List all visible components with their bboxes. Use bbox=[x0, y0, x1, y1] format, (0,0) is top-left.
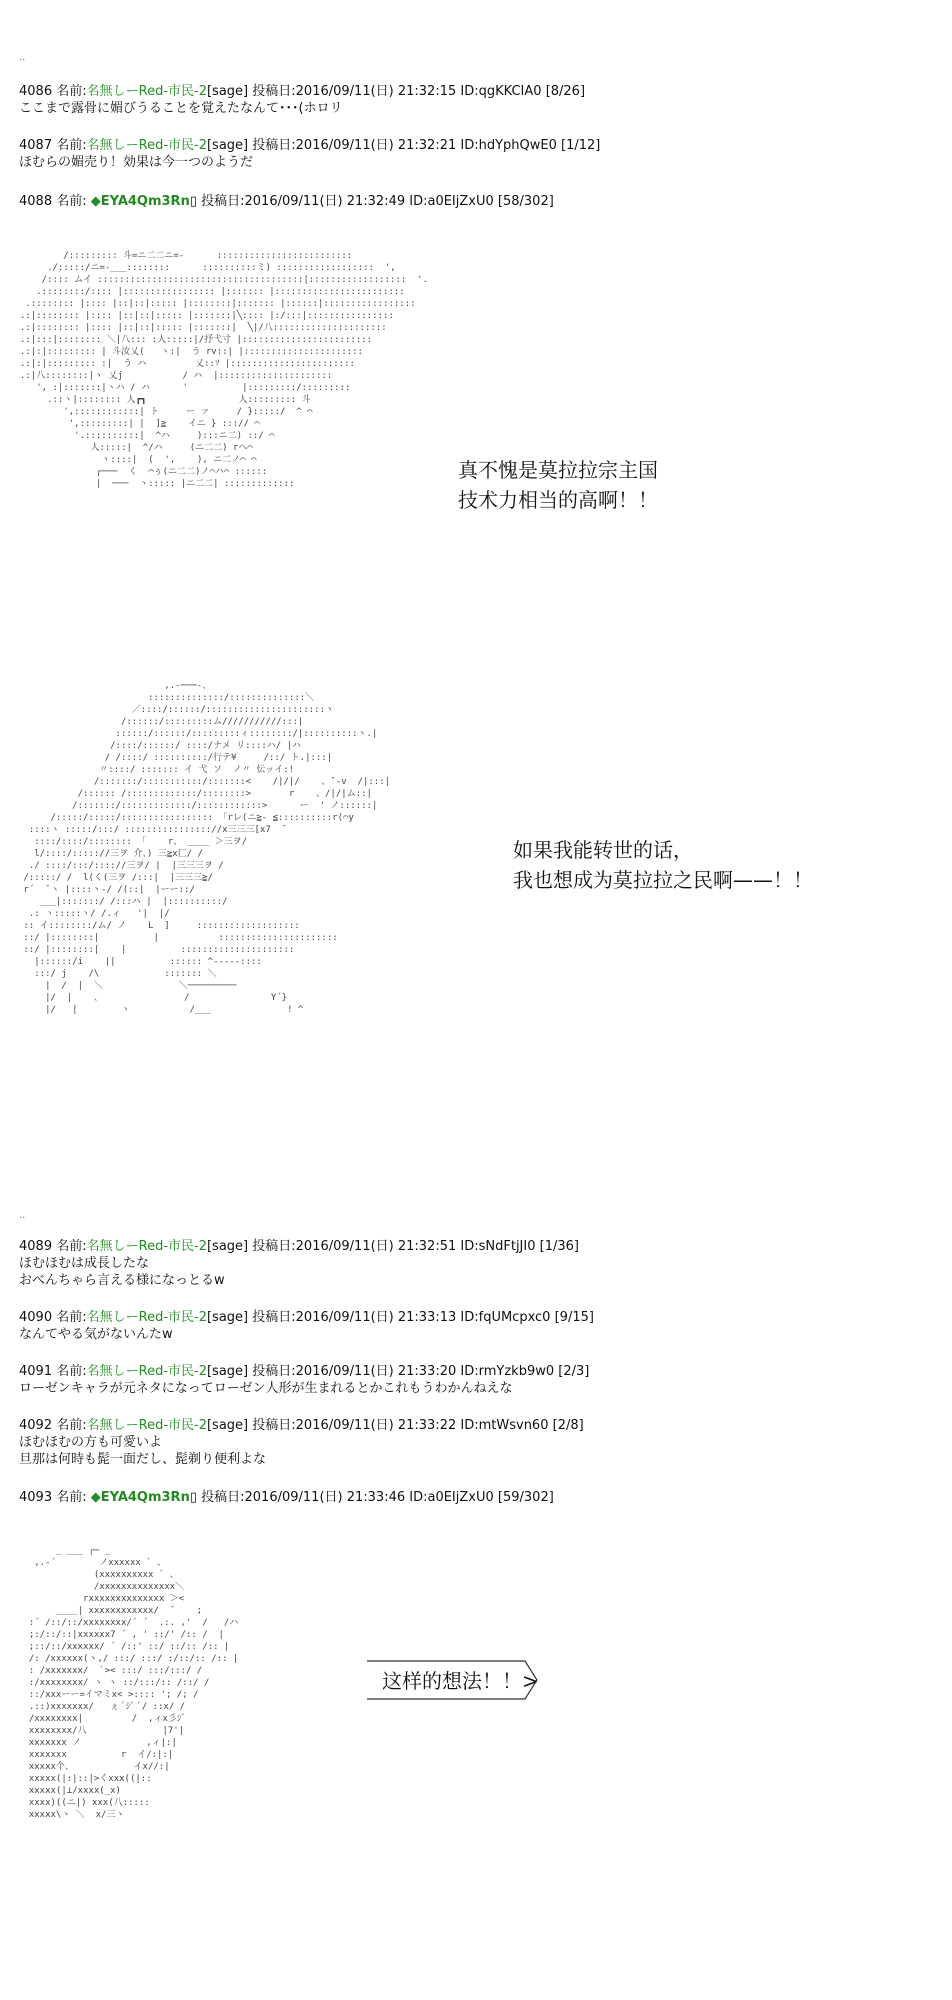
caption-3: 这样的想法！！> bbox=[382, 1669, 539, 1693]
post-4090 bbox=[19, 1309, 594, 1343]
post-body-line: ほむらの媚売り！効果は今一つのようだ bbox=[19, 155, 254, 170]
post-date: 2016/09/11(日) 21:33:20 bbox=[295, 1364, 457, 1379]
caption-1 bbox=[458, 455, 658, 515]
poster-id[interactable]: ID:rmYzkb9w0 bbox=[460, 1364, 555, 1379]
post-4092 bbox=[19, 1417, 584, 1468]
post-count: [2/8] bbox=[552, 1418, 584, 1433]
post-4086 bbox=[19, 83, 585, 117]
poster-id[interactable]: ID:mtWsvn60 bbox=[460, 1418, 549, 1433]
name-label: 名前: bbox=[56, 1490, 87, 1505]
caption-2 bbox=[513, 835, 813, 895]
post-body-line: ほむほむは成長したな bbox=[19, 1256, 150, 1271]
post-date: 2016/09/11(日) 21:33:22 bbox=[295, 1418, 457, 1433]
post-date: 2016/09/11(日) 21:33:13 bbox=[295, 1310, 457, 1325]
post-mail: ▯ bbox=[189, 194, 197, 209]
poster-name-link[interactable]: 名無しーRed-市民-2 bbox=[86, 1310, 207, 1325]
post-mail: [sage] bbox=[206, 1364, 249, 1379]
ascii-art-homura-2: ,.-───-、 ::::::::::::::/::::::::::::::＼ ／::::/::::::/::::::::::::::::::::::ヽ /::::::/:::::::::ム///////////:::| ::::::/::::::/:::::::::ィ::::::::/|::::::::::ヽ.| /::::/::::::/ ::::/ナメ リ::::ハ/ |ハ / /::::/ ::::::::::/行テ¥ /::/ ト.|:::| 〃::::/ ::::::: イ 弋 ソ ノ〃 伝ッイ:! /:::::::/:::::::::::/:::::::< /|/|/ 、ˇ-v /|:::| /:::::: /:::::::::::::/::::::::> r 、/|/|ム::| /:::::::/:::::::::::::/::::::::::::> ー ' ノ::::::| /:::::/:::::/::::::::::::::::: 「rレ(ニ≧- ≦::::::::::r(⌒y ::::ヽ :::::/:::/ :::::::::::::::://x三三三[x7 ̄ ::::/::::/:::::::: 「 r、 ____ ＞三ヲ/ l/::::/::::://三ヲ 介、) 三≧x匚/ / ./ ::::/:::/:::://三ヲ/ | |三三三ヲ / /:::::/ / l(く(三ヲ /:::| |三三三≧/ r´ ̄ ヽ |::::ヽ-/ /(::| |ーー::/ ___|:::::::/ /:::ハ | |::::::::::/ .: ヽ:::::ヽ/ /.ィ '| |/ :: イ::::::::/ム/ ノ L ] ::::::::::::::::::: ::/ |::::::::| | :::::::::::::::::::::: ::/ |::::::::| | ::::::::::::::::::::: |::::::/i || :::::: ^-----:::: :::/ j /\ ::::::: ＼ | / | ＼ ＼───────── |/ | 、 / Y´} |/ | ヽ /___ ! ^ bbox=[23, 681, 391, 1015]
date-label: 投稿日: bbox=[252, 1418, 296, 1433]
ascii-art-homura-1: /::::::::: 斗=ニ二二ニ=- ::::::::::::::::::::::::: ./:::::/ニ=-___:::::::: ::::::::::ミ) :::::::::::::::::: ', /:::: ムイ ::::::::::::::::::::::::::::::::::::::|:::::::::::::::::: '. .::::::::/:::: |::::::::::::::::: |::::::: |:::::::::::::::::::::::: .:::::::: |:::: |::|::|::::: |::::::::|::::::: |::::::|::::::::::::::::: .:|:::::::: |:::: |::|::|::::: |:::::::|╲:::: |:/:::|:::::::::::::::: .:|:::::::: |:::: |::|::|::::: |:::::::| ╲|/八::::::::::::::::::::: .:|:::|:::::::: ＼|八::: :人:::::|/抒弋寸 |:::::::::::::::::::::::: .:|:|::::::::: | 斗汝乂( ヽ:| う rv::| |:::::::::::::::::::::: .:|:|::::::::: :| う ハ 乂::ｿ |::::::::::::::::::::::: .:|八::::::::|ヽ 乂j / ハ |::::::::::::::::::::: ', :|:::::::|ヽハ / ハ ' |:::::::::/::::::::: .::ヽ|:::::::: 人┏┓ 人::::::::: 斗 ',::::::::::::| ト ー ァ / }:::::/ ^ ⌒ ',:::::::::| | ]≧ イニ } :::// ⌒ '.::::::::::| ^ハ ):::ニ二) ::/ ⌒ 人:::::| ^/ハ (ニ二二) rヘ⌒ ヽ::::| ( ', ), ニ二ノ⌒ ⌒ ┌─── く ⌒ぅ(ニ二二)ノ⌒ハ⌒ :::::: | ─── ヽ::::: |ニ二二| ::::::::::::: bbox=[20, 251, 428, 489]
post-count: [9/15] bbox=[554, 1310, 594, 1325]
separator-dots-mid: .. bbox=[19, 1210, 26, 1221]
post-number: 4092 bbox=[19, 1418, 53, 1433]
poster-id[interactable]: ID:qgKKCIA0 bbox=[460, 84, 542, 99]
poster-id[interactable]: ID:fqUMcpxc0 bbox=[460, 1310, 551, 1325]
separator-dots-top: .. bbox=[19, 52, 26, 63]
poster-trip-name[interactable]: ◆EYA4Qm3Rn bbox=[90, 194, 190, 209]
date-label: 投稿日: bbox=[201, 194, 245, 209]
post-4091 bbox=[19, 1363, 589, 1397]
poster-name-link[interactable]: 名無しーRed-市民-2 bbox=[86, 1239, 207, 1254]
post-header bbox=[19, 1309, 594, 1326]
date-label: 投稿日: bbox=[252, 84, 296, 99]
poster-id[interactable]: ID:sNdFtjJI0 bbox=[460, 1239, 536, 1254]
name-label: 名前: bbox=[56, 1418, 87, 1433]
caption-line: 技术力相当的高啊！！ bbox=[458, 488, 658, 512]
post-count: [58/302] bbox=[497, 194, 554, 209]
date-label: 投稿日: bbox=[252, 138, 296, 153]
post-number: 4087 bbox=[19, 138, 53, 153]
post-4093 bbox=[19, 1489, 554, 1506]
post-body-line: 旦那は何時も髭一面だし、髭剃り便利よな bbox=[19, 1452, 267, 1467]
post-date: 2016/09/11(日) 21:32:49 bbox=[244, 194, 406, 209]
name-label: 名前: bbox=[56, 1310, 87, 1325]
poster-trip-name[interactable]: ◆EYA4Qm3Rn bbox=[90, 1490, 190, 1505]
post-mail: [sage] bbox=[206, 1310, 249, 1325]
post-number: 4088 bbox=[19, 194, 53, 209]
post-count: [2/3] bbox=[558, 1364, 590, 1379]
post-number: 4091 bbox=[19, 1364, 53, 1379]
post-count: [1/36] bbox=[539, 1239, 579, 1254]
post-number: 4086 bbox=[19, 84, 53, 99]
post-mail: [sage] bbox=[206, 138, 249, 153]
post-number: 4089 bbox=[19, 1239, 53, 1254]
post-4087 bbox=[19, 137, 600, 171]
post-mail: ▯ bbox=[189, 1490, 197, 1505]
ascii-art-homura-3: _ ___ ┌─ _ ,.-´ ノxxxxxx ` 、 (xxxxxxxxxx ` 、 /xxxxxxxxxxxxxx＼ rxxxxxxxxxxxxxx ＞< ____| xxxxxxxxxxxx/ ̄ ; :´ /::/::/xxxxxxxx/´ ´ .:. ,' / /ハ ;:/::/::|xxxxxx7 ´ , ' ::/' /:: / | ;::/::/xxxxxx/ ´ /::' ::/ ::/:: /:: | /: /xxxxxx(ヽ,/ :::/ :::/ :/::/:: /:: | : /xxxxxxx/ `>< :::/ :::/:::/ / :/xxxxxxxx/ ヽ ヽ ::/:::/:: /::/ / ::/xxxーー=イマミx< >:::: '; /; / .::)xxxxxxx/ ぇ ﾞｼﾞ ﾞ/ ::x/ / /xxxxxxxx| / ,ィx彡ｼﾞ xxxxxxxx/八 |7'| xxxxxxx ノ ,ィ|:| xxxxxxx r イ/:|:| xxxxx个、 イx//:| xxxxx(|:|::|>くxxx((|:: xxxxx(|⊥/xxxx(_x) xxxx)((ニ|) xxx(八::::: xxxxx\ヽ ＼ x/三ヽ bbox=[28, 1546, 239, 1820]
date-label: 投稿日: bbox=[201, 1490, 245, 1505]
post-count: [8/26] bbox=[545, 84, 586, 99]
post-count: [59/302] bbox=[497, 1490, 554, 1505]
post-4088 bbox=[19, 193, 554, 210]
poster-name-link[interactable]: 名無しーRed-市民-2 bbox=[86, 138, 207, 153]
post-mail: [sage] bbox=[206, 1239, 249, 1254]
date-label: 投稿日: bbox=[252, 1239, 296, 1254]
post-date: 2016/09/11(日) 21:32:15 bbox=[295, 84, 457, 99]
post-date: 2016/09/11(日) 21:32:51 bbox=[295, 1239, 457, 1254]
name-label: 名前: bbox=[56, 138, 87, 153]
post-body-line: ローゼンキャラが元ネタになってローゼン人形が生まれるとかこれもうわかんねえな bbox=[19, 1381, 513, 1396]
poster-id[interactable]: ID:a0EIjZxU0 bbox=[409, 1490, 494, 1505]
post-header bbox=[19, 1489, 554, 1506]
post-number: 4093 bbox=[19, 1490, 53, 1505]
post-mail: [sage] bbox=[206, 1418, 249, 1433]
post-count: [1/12] bbox=[561, 138, 601, 153]
caption-line: 如果我能转世的话， bbox=[513, 838, 693, 862]
post-mail: [sage] bbox=[206, 84, 249, 99]
poster-name-link[interactable]: 名無しーRed-市民-2 bbox=[86, 84, 207, 99]
post-body-line: ほむほむの方も可愛いよ bbox=[19, 1435, 163, 1450]
poster-id[interactable]: ID:hdYphQwE0 bbox=[460, 138, 557, 153]
post-header bbox=[19, 1417, 584, 1434]
post-number: 4090 bbox=[19, 1310, 53, 1325]
post-date: 2016/09/11(日) 21:32:21 bbox=[295, 138, 457, 153]
caption-line: 我也想成为莫拉拉之民啊——！！ bbox=[513, 868, 813, 892]
post-header bbox=[19, 1238, 579, 1255]
poster-name-link[interactable]: 名無しーRed-市民-2 bbox=[86, 1418, 207, 1433]
post-header bbox=[19, 83, 585, 100]
date-label: 投稿日: bbox=[252, 1364, 296, 1379]
name-label: 名前: bbox=[56, 1364, 87, 1379]
poster-name-link[interactable]: 名無しーRed-市民-2 bbox=[86, 1364, 207, 1379]
post-date: 2016/09/11(日) 21:33:46 bbox=[244, 1490, 406, 1505]
post-body-line: おべんちゃら言える様になっとるw bbox=[19, 1273, 225, 1288]
date-label: 投稿日: bbox=[252, 1310, 296, 1325]
name-label: 名前: bbox=[56, 194, 87, 209]
post-header bbox=[19, 137, 600, 154]
caption-line: 真不愧是莫拉拉宗主国 bbox=[458, 458, 658, 482]
post-4089 bbox=[19, 1238, 579, 1289]
post-header bbox=[19, 193, 554, 210]
poster-id[interactable]: ID:a0EIjZxU0 bbox=[409, 194, 494, 209]
post-body-line: ここまで露骨に媚びうることを覚えたなんて･･･(ホロリ bbox=[19, 101, 343, 116]
post-body-line: なんてやる気がないんたw bbox=[19, 1327, 173, 1342]
name-label: 名前: bbox=[56, 84, 87, 99]
name-label: 名前: bbox=[56, 1239, 87, 1254]
post-header bbox=[19, 1363, 589, 1380]
